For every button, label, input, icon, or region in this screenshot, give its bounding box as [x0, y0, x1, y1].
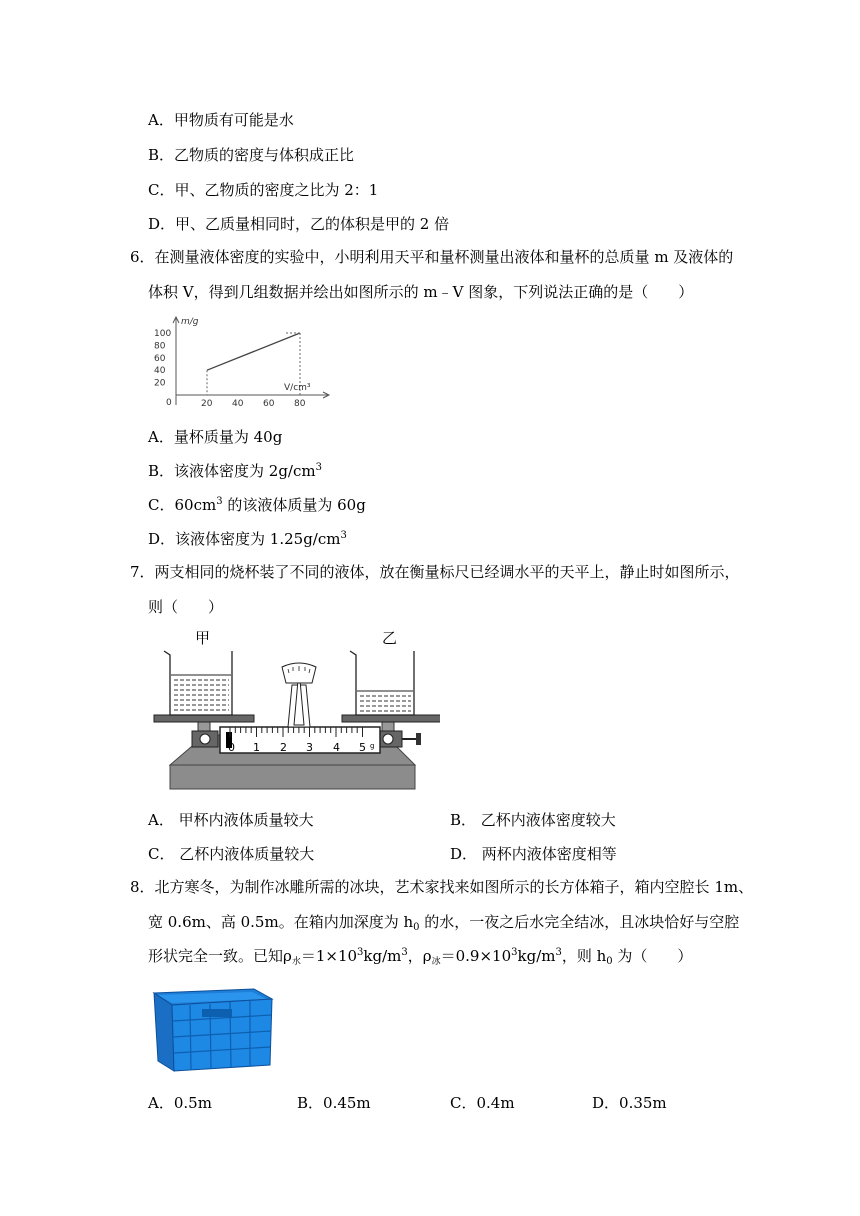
- y-tick-label: 60: [154, 353, 166, 364]
- q8-sub-water: 水: [291, 957, 301, 967]
- q7-option-d: D． 两杯内液体密度相等: [450, 845, 617, 863]
- ruler-label-2: 2: [280, 741, 287, 754]
- beaker-label-jia: 甲: [195, 629, 211, 647]
- q8-s3d: ，ρ: [407, 947, 432, 965]
- balance-base-bottom: [170, 765, 415, 789]
- q6-option-c-sup: 3: [216, 496, 223, 507]
- right-pan: [342, 715, 440, 722]
- q6-mv-chart: [148, 310, 338, 410]
- q7-stem-line2: 则（ ）: [148, 598, 224, 616]
- q8-option-a: A．0.5m: [148, 1094, 212, 1112]
- q6-option-a: A．量杯质量为 40g: [148, 428, 283, 446]
- x-tick-label: 60: [263, 399, 275, 409]
- beaker-label-yi: 乙: [382, 629, 398, 647]
- balance-beam: [220, 727, 380, 753]
- q6-option-d-sup: 3: [340, 530, 347, 541]
- ruler-unit: g: [370, 742, 375, 750]
- q8-stem-line3: [148, 946, 692, 966]
- y-tick-label: 100: [154, 329, 172, 339]
- q5-option-b: B．乙物质的密度与体积成正比: [148, 146, 355, 164]
- ruler-label-3: 3: [306, 741, 313, 754]
- q7-option-a: A． 甲杯内液体质量较大: [148, 811, 314, 829]
- q8-s3c: kg/m: [363, 947, 402, 965]
- q6-option-c-text: C．60cm: [148, 496, 217, 514]
- x-axis-label: V/cm³: [284, 383, 311, 393]
- q8-s3g: ，则 h: [561, 947, 607, 965]
- q8-sup-b: 3: [401, 947, 408, 958]
- q8-stem-line1: 8．北方寒冬，为制作冰雕所需的冰块，艺术家找来如图所示的长方体箱子，箱内空腔长 1m、: [130, 878, 754, 896]
- ruler-label-1: 1: [253, 741, 260, 754]
- q8-stem-line2: [148, 912, 739, 932]
- q7-stem-line1: 7．两支相同的烧杯装了不同的液体，放在衡量标尺已经调水平的天平上，静止时如图所示，: [130, 563, 740, 581]
- q6-stem-line1: 6．在测量液体密度的实验中，小明利用天平和量杯测量出液体和量杯的总质量 m 及液体的: [130, 248, 734, 266]
- q8-s3a: 形状完全一致。已知ρ: [148, 947, 292, 965]
- q8-box-image: [150, 985, 276, 1075]
- y-tick-label: 80: [154, 341, 166, 352]
- q5-option-d: D．甲、乙质量相同时，乙的体积是甲的 2 倍: [148, 215, 450, 233]
- q8-stem2-text: 宽 0.6m、高 0.5m。在箱内加深度为 h: [148, 913, 414, 931]
- ruler-label-0: 0: [228, 741, 235, 754]
- q8-option-d: D．0.35m: [592, 1094, 667, 1112]
- q6-option-d-text: D．该液体密度为 1.25g/cm: [148, 530, 341, 548]
- q6-option-c: [148, 495, 366, 515]
- q7-balance-figure: [150, 625, 440, 795]
- q8-option-b: B．0.45m: [297, 1094, 371, 1112]
- q8-stem2-text2: 的水，一夜之后水完全结冰，且冰块恰好与空腔: [419, 913, 740, 931]
- q8-sup-d: 3: [555, 947, 562, 958]
- q8-option-c: C．0.4m: [450, 1094, 515, 1112]
- q8-sub-ice: 冰: [431, 957, 441, 967]
- x-tick-label: 80: [294, 399, 306, 409]
- q8-s3e: ＝0.9×10: [440, 947, 512, 965]
- origin-label: 0: [166, 398, 172, 408]
- q8-sup-c: 3: [511, 947, 518, 958]
- q8-stem2-sub: 0: [413, 922, 420, 933]
- q6-option-b-sup: 3: [315, 462, 322, 473]
- data-line: [207, 333, 300, 370]
- x-tick-label: 40: [232, 399, 244, 409]
- q6-stem-line2: 体积 V，得到几组数据并绘出如图所示的 m﹣V 图象，下列说法正确的是（ ）: [148, 283, 694, 301]
- y-tick-label: 40: [154, 366, 166, 377]
- q6-option-b-text: B．该液体密度为 2g/cm: [148, 462, 316, 480]
- ruler-label-5: 5: [359, 741, 366, 754]
- q5-option-c: C．甲、乙物质的密度之比为 2：1: [148, 181, 379, 199]
- q7-option-b: B． 乙杯内液体密度较大: [450, 811, 616, 829]
- q8-s3b: ＝1×10: [300, 947, 358, 965]
- q7-option-c: C． 乙杯内液体质量较大: [148, 845, 315, 863]
- q5-option-a: A．甲物质有可能是水: [148, 111, 294, 129]
- y-tick-label: 20: [154, 378, 166, 389]
- x-tick-label: 20: [201, 399, 213, 409]
- q6-option-d: [148, 529, 347, 549]
- q8-s3h: 为（ ）: [612, 947, 693, 965]
- q6-option-b: [148, 461, 322, 481]
- q8-s3f: kg/m: [517, 947, 556, 965]
- beaker-yi: [350, 651, 414, 715]
- y-axis-label: m/g: [181, 317, 199, 327]
- left-pan: [154, 715, 254, 722]
- ruler-label-4: 4: [333, 741, 340, 754]
- q8-sub-h: 0: [606, 956, 613, 967]
- q6-option-c-text2: 的该液体质量为 60g: [222, 496, 366, 514]
- q8-sup-a: 3: [357, 947, 364, 958]
